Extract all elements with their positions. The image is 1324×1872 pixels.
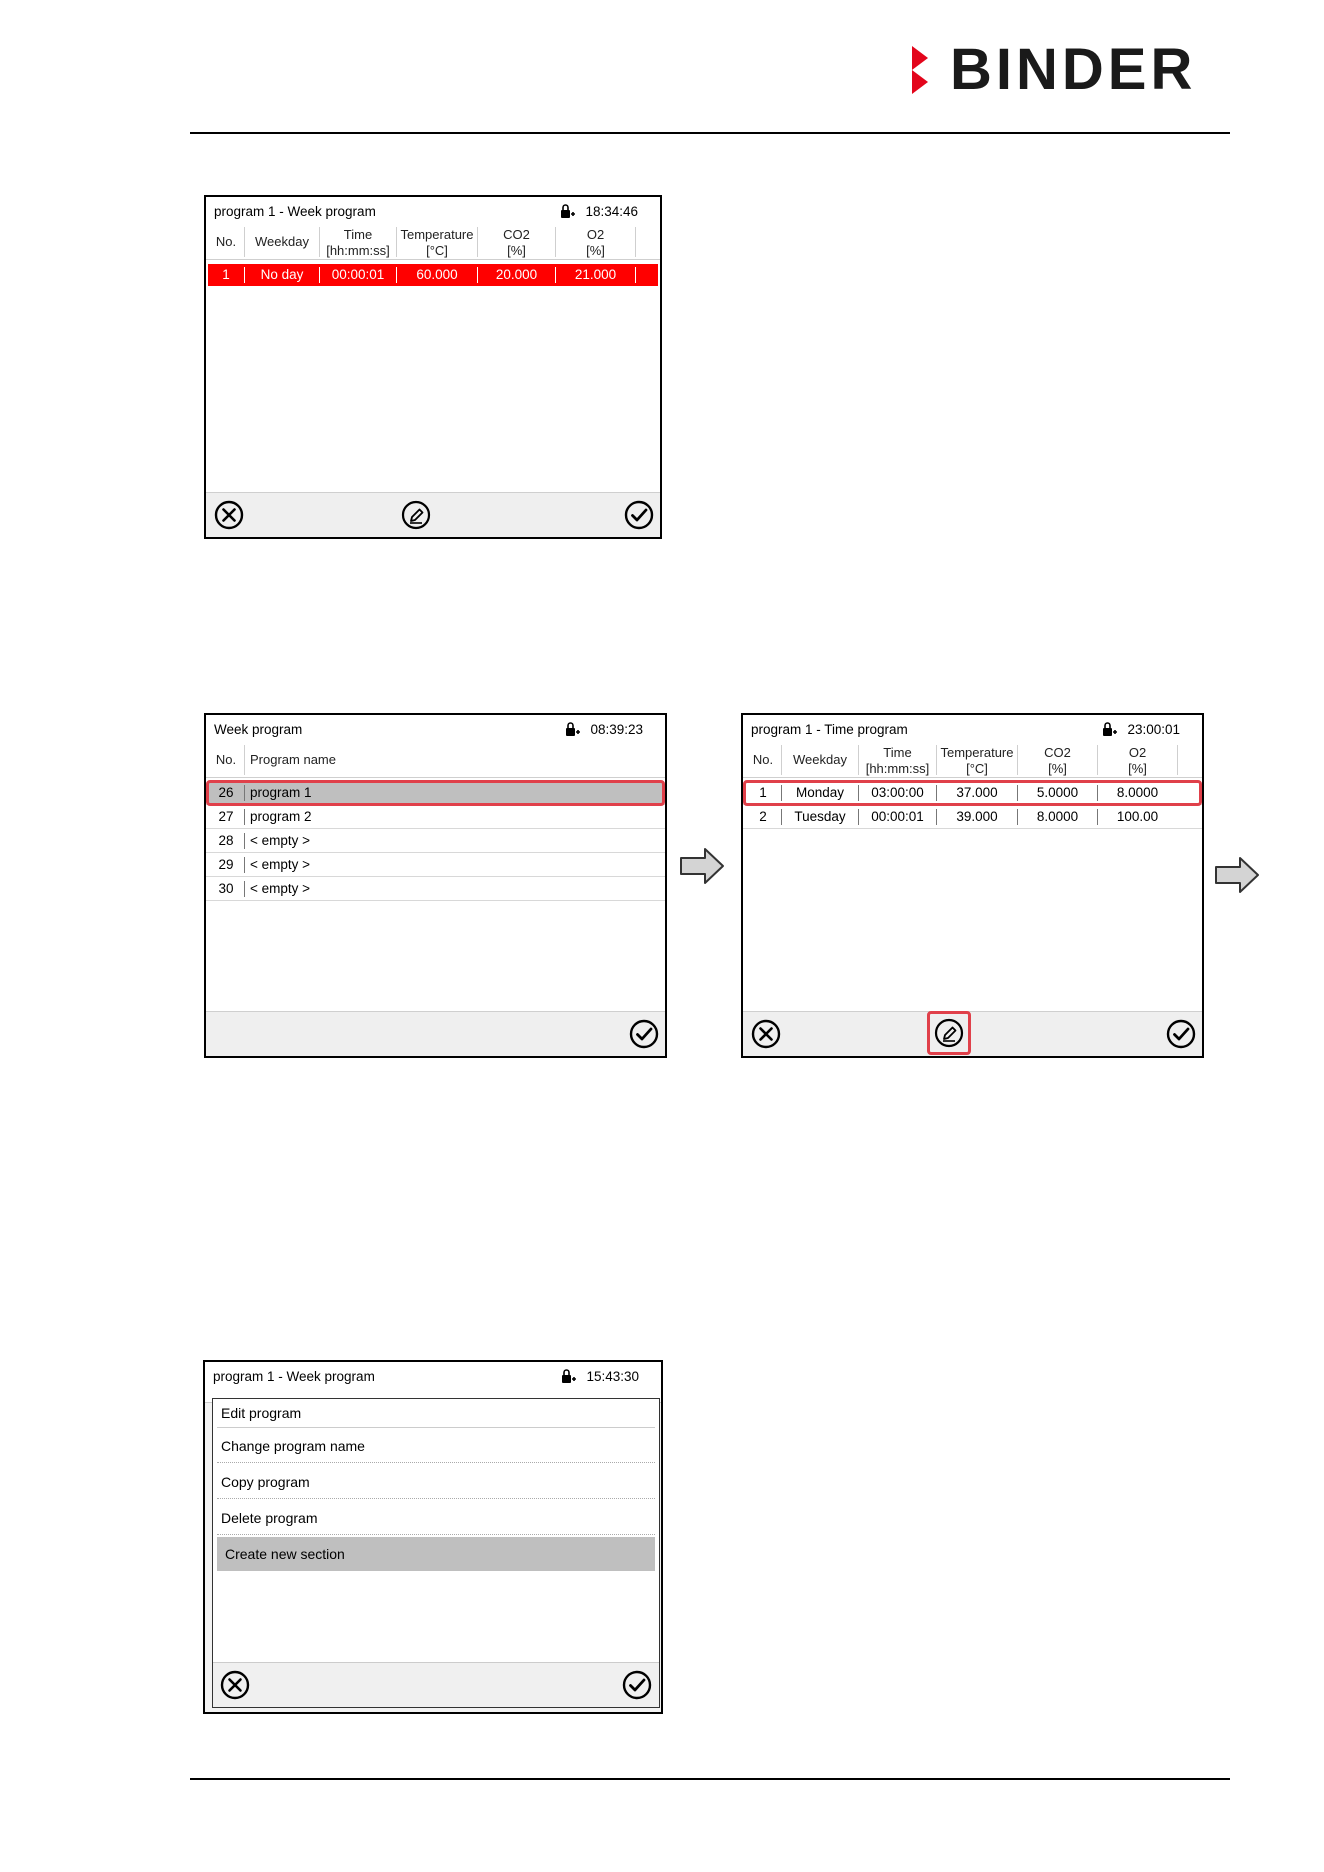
screen3-footer bbox=[743, 1011, 1202, 1056]
list-item[interactable] bbox=[208, 878, 663, 900]
col-co2: CO2 [%] bbox=[1044, 745, 1071, 776]
col-weekday: Weekday bbox=[793, 752, 847, 767]
list-item[interactable] bbox=[208, 830, 663, 852]
col-o2: O2 [%] bbox=[1128, 745, 1147, 776]
cancel-icon[interactable] bbox=[750, 1018, 782, 1050]
cell-no: 27 bbox=[218, 809, 234, 824]
screen4-titlebar bbox=[205, 1362, 661, 1390]
col-temperature: Temperature [°C] bbox=[940, 745, 1014, 776]
col-o2: O2 [%] bbox=[586, 227, 605, 258]
cancel-icon[interactable] bbox=[219, 1669, 251, 1701]
menu-item-copy-program[interactable]: Copy program bbox=[217, 1465, 655, 1499]
screen3-table-header bbox=[743, 743, 1202, 778]
screen2-title: Week program bbox=[214, 722, 303, 737]
screen1-title: program 1 - Week program bbox=[214, 204, 376, 219]
arrow-right-icon bbox=[679, 846, 725, 886]
cell-time: 00:00:01 bbox=[331, 267, 385, 282]
cancel-icon[interactable] bbox=[213, 499, 245, 531]
confirm-icon[interactable] bbox=[621, 1669, 653, 1701]
col-time: Time [hh:mm:ss] bbox=[326, 227, 390, 258]
col-program-name: Program name bbox=[250, 752, 336, 767]
screen4-title: program 1 - Week program bbox=[213, 1369, 375, 1384]
cell-no: 2 bbox=[759, 809, 767, 824]
selection-highlight bbox=[743, 780, 1202, 806]
table-row[interactable] bbox=[745, 806, 1200, 828]
screen4-clock: 15:43:30 bbox=[586, 1369, 639, 1384]
screen3-title: program 1 - Time program bbox=[751, 722, 908, 737]
cell-program-name: program 2 bbox=[250, 809, 312, 824]
cell-program-name: < empty > bbox=[250, 833, 311, 848]
cell-o2: 21.000 bbox=[574, 267, 617, 282]
cell-weekday: Monday bbox=[795, 785, 845, 800]
cell-temperature: 60.000 bbox=[416, 267, 458, 282]
screen1-titlebar bbox=[206, 197, 660, 225]
screen2-titlebar bbox=[206, 715, 665, 743]
screen1-table-header bbox=[206, 225, 660, 260]
col-no: No. bbox=[215, 752, 237, 767]
col-temperature: Temperature [°C] bbox=[400, 227, 474, 258]
table-row[interactable] bbox=[208, 264, 658, 286]
lock-icon bbox=[1102, 721, 1118, 737]
cell-program-name: program 1 bbox=[250, 785, 312, 800]
edit-icon[interactable] bbox=[933, 1017, 965, 1049]
cell-no: 26 bbox=[218, 785, 234, 800]
cell-temperature: 39.000 bbox=[956, 809, 998, 824]
confirm-icon[interactable] bbox=[623, 499, 655, 531]
screen2-table-header bbox=[206, 743, 665, 778]
menu-title: Edit program bbox=[221, 1405, 302, 1421]
cell-co2: 5.0000 bbox=[1036, 785, 1079, 800]
cell-temperature: 37.000 bbox=[956, 785, 998, 800]
edit-program-menu bbox=[212, 1398, 660, 1708]
cell-co2: 20.000 bbox=[495, 267, 538, 282]
cell-no: 30 bbox=[218, 881, 234, 896]
arrow-right-icon bbox=[1214, 855, 1260, 895]
cell-co2: 8.0000 bbox=[1036, 809, 1079, 824]
cell-no: 29 bbox=[218, 857, 234, 872]
binder-logo-mark-icon bbox=[910, 44, 946, 96]
cell-weekday: Tuesday bbox=[794, 809, 846, 824]
cell-no: 1 bbox=[759, 785, 767, 800]
edit-icon[interactable] bbox=[400, 499, 432, 531]
screen-week-program-list bbox=[204, 713, 667, 1058]
list-item[interactable] bbox=[208, 806, 663, 828]
binder-logo bbox=[910, 37, 1240, 102]
list-item[interactable] bbox=[208, 854, 663, 876]
screen3-titlebar bbox=[743, 715, 1202, 743]
header-rule bbox=[190, 132, 1230, 134]
screen-week-program bbox=[204, 195, 662, 539]
cell-no: 1 bbox=[222, 267, 230, 282]
menu-item-change-program-name[interactable]: Change program name bbox=[217, 1429, 655, 1463]
col-no: No. bbox=[215, 234, 237, 249]
cell-o2: 100.00 bbox=[1116, 809, 1159, 824]
lock-icon bbox=[565, 721, 581, 737]
cell-program-name: < empty > bbox=[250, 881, 311, 896]
screen3-clock: 23:00:01 bbox=[1127, 722, 1180, 737]
cell-weekday: No day bbox=[260, 267, 304, 282]
screen-edit-program-menu bbox=[203, 1360, 663, 1714]
menu-item-create-new-section[interactable]: Create new section bbox=[217, 1537, 655, 1571]
col-weekday: Weekday bbox=[255, 234, 309, 249]
screen2-footer bbox=[206, 1011, 665, 1056]
lock-icon bbox=[561, 1368, 577, 1384]
col-time: Time [hh:mm:ss] bbox=[865, 745, 930, 776]
confirm-icon[interactable] bbox=[628, 1018, 660, 1050]
col-no: No. bbox=[752, 752, 774, 767]
screen1-clock: 18:34:46 bbox=[585, 204, 638, 219]
screen2-clock: 08:39:23 bbox=[590, 722, 643, 737]
cell-o2: 8.0000 bbox=[1116, 785, 1159, 800]
brand-name: BINDER bbox=[950, 37, 1197, 102]
screen-time-program bbox=[741, 713, 1204, 1058]
cell-time: 00:00:01 bbox=[871, 809, 924, 824]
menu-item-delete-program[interactable]: Delete program bbox=[217, 1501, 655, 1535]
col-co2: CO2 [%] bbox=[503, 227, 530, 258]
cell-program-name: < empty > bbox=[250, 857, 311, 872]
menu-footer bbox=[213, 1662, 659, 1707]
cell-no: 28 bbox=[218, 833, 234, 848]
cell-time: 03:00:00 bbox=[871, 785, 924, 800]
lock-icon bbox=[560, 203, 576, 219]
confirm-icon[interactable] bbox=[1165, 1018, 1197, 1050]
footer-rule bbox=[190, 1778, 1230, 1780]
screen1-footer bbox=[206, 492, 660, 537]
selection-highlight bbox=[206, 780, 665, 806]
